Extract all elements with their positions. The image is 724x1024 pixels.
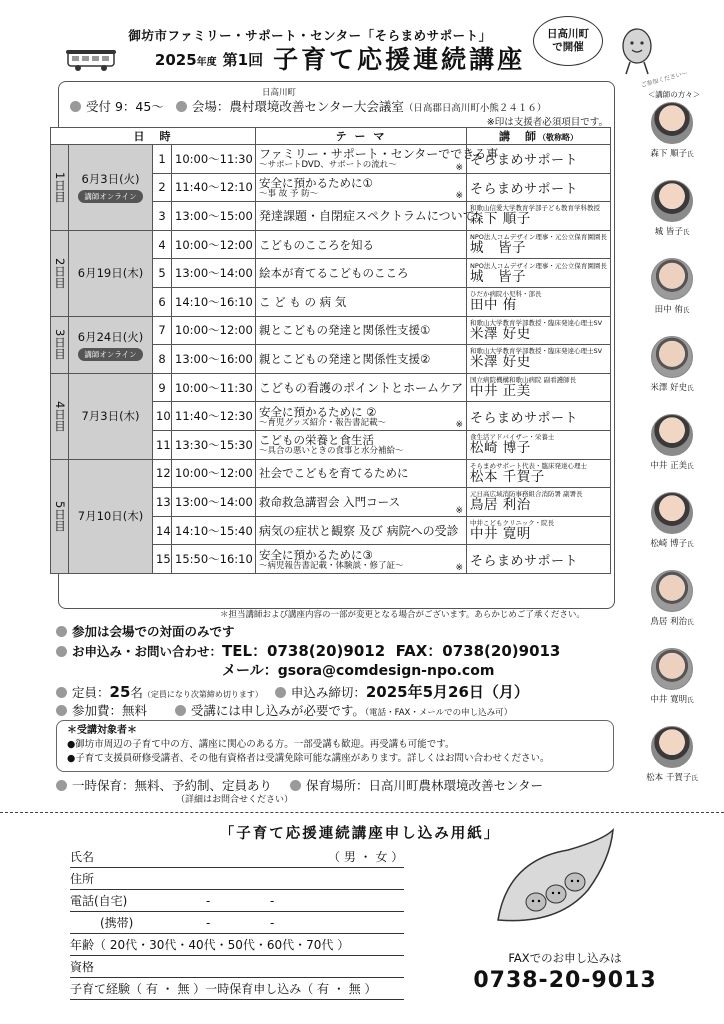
session-subtitle: ～育児グッズ紹介・報告書記載～ [259, 417, 387, 428]
day-label: 4日目 [51, 373, 69, 459]
session-theme: 親とこどもの発達と関係性支援① [256, 316, 467, 345]
online-badge: 講師オンライン [78, 348, 142, 361]
required-mark: ※ [455, 505, 463, 516]
session-time: 10:00～12:00 [172, 459, 256, 488]
lecturer-photo [651, 414, 693, 456]
session-theme: 救命救急講習会 入門コース ※ [256, 488, 467, 517]
session-instructor: そらまめサポート [467, 173, 611, 202]
session-number: 12 [153, 459, 172, 488]
session-theme: こ ど も の 病 気 [256, 287, 467, 316]
required-mark: ※ [455, 191, 463, 202]
form-qualification-field[interactable]: 資格 [70, 956, 404, 978]
session-instructor: NPO法人コムデザイン理事・元公立保育園園長 城 皆子 [467, 230, 611, 259]
bullet-icon [56, 780, 67, 791]
note-contact: お申込み・お問い合わせ：TEL：0738(20)9012 FAX：0738(20)9013 [56, 640, 560, 661]
session-instructor: 中井こどもクリニック・院長 中井 寛明 [467, 516, 611, 545]
session-number: 2 [153, 173, 172, 202]
day-label: 2日目 [51, 230, 69, 316]
session-theme: 病気の症状と観察 及び 病院への受診 [256, 516, 467, 545]
table-row [51, 373, 611, 402]
venue-label: 会場： [191, 99, 230, 114]
required-note: ※印は支援者必須項目です。 [486, 117, 608, 128]
session-theme: 親とこどもの発達と関係性支援② [256, 345, 467, 374]
instructor-affiliation: 和歌山信愛大学教育学部子ども教育学科教授 [470, 204, 600, 213]
bullet-icon [290, 780, 301, 791]
bullet-icon [56, 687, 67, 698]
bullet-icon [56, 646, 67, 657]
session-instructor: 食生活アドバイザー・栄養士 松崎 博子 [467, 430, 611, 459]
session-theme: 安全に預かるために① ～事 故 予 防～ ※ [256, 173, 467, 202]
bullet-icon [70, 101, 81, 112]
instructor-affiliation: NPO法人コムデザイン理事・元公立保育園園長 [470, 261, 607, 270]
fax-number: 0738-20-9013 [473, 968, 657, 993]
session-no: 第1回 [222, 51, 264, 69]
required-mark: ※ [455, 419, 463, 430]
day-date: 7月10日(木) [69, 459, 153, 573]
form-experience-field[interactable]: 子育て経験（ 有 ・ 無 ）一時保育申し込み（ 有 ・ 無 ） [70, 978, 404, 1000]
session-instructor: 元日高広域消防事務組合消防署 副署長 鳥居 利治 [467, 488, 611, 517]
session-theme: こどものこころを知る [256, 230, 467, 259]
instructor-affiliation: 和歌山大学教育学部教授・臨床発達心理士SV [470, 318, 603, 327]
cut-line [0, 812, 724, 813]
session-theme: こどもの看護のポイントとホームケア [256, 373, 467, 402]
lecturer-name: 松本 千賀子氏 [646, 773, 698, 783]
session-theme: ファミリー・サポート・センターでできる事 ～サポートDVD、サポートの流れ～ ※ [256, 145, 467, 174]
session-instructor: 和歌山大学教育学部教授・臨床発達心理士SV 米澤 好史 [467, 345, 611, 374]
session-theme: 発達課題・自閉症スペクトラムについて [256, 202, 467, 231]
lecturer-photo [651, 102, 693, 144]
session-instructor: 和歌山大学教育学部教授・臨床発達心理士SV 米澤 好史 [467, 316, 611, 345]
session-number: 13 [153, 488, 172, 517]
train-icon [66, 48, 118, 72]
session-number: 10 [153, 402, 172, 431]
form-name-field[interactable]: 氏名 （ 男 ・ 女 ） [70, 846, 404, 868]
form-title: 「子育て応援連続講座申し込み用紙」 [219, 826, 501, 842]
year: 2025 [154, 51, 197, 69]
day-date: 6月24日(火) 講師オンライン [69, 316, 153, 373]
session-number: 8 [153, 345, 172, 374]
instructor-affiliation: ひだか病院小児科・部長 [470, 290, 542, 299]
session-time: 13:00～14:00 [172, 488, 256, 517]
session-theme: 絵本が育てるこどものこころ [256, 259, 467, 288]
lecturer-card [632, 102, 712, 159]
day-label: 3日目 [51, 316, 69, 373]
deadline: 2025年5月26日（月） [365, 683, 529, 701]
tel: TEL：0738(20)9012 [222, 642, 386, 660]
lecturer-card [632, 180, 712, 237]
session-time: 13:30～15:30 [172, 430, 256, 459]
form-age-field[interactable]: 年齢（ 20代・30代・40代・50代・60代・70代 ） [70, 934, 404, 956]
session-time: 15:50～16:10 [172, 545, 256, 574]
session-number: 14 [153, 516, 172, 545]
lecturer-card [632, 258, 712, 315]
session-time: 10:00～12:00 [172, 230, 256, 259]
lecturer-name: 中井 寛明氏 [650, 695, 694, 705]
bullet-icon [56, 705, 67, 716]
session-time: 11:40～12:10 [172, 173, 256, 202]
day-label: 1日目 [51, 145, 69, 231]
session-number: 15 [153, 545, 172, 574]
session-time: 14:10～16:10 [172, 287, 256, 316]
instructor-affiliation: 国立病院機構和歌山病院 副看護師長 [470, 376, 577, 385]
session-number: 3 [153, 202, 172, 231]
table-row [51, 459, 611, 488]
footnote: ＊担当講師および講座内容の一部が変更となる場合がございます。あらかじめご了承ください。 [220, 610, 585, 620]
childcare-note: （詳細はお問合せください） [176, 795, 294, 805]
session-time: 11:40～12:30 [172, 402, 256, 431]
bean-pod-icon [488, 830, 620, 930]
session-subtitle: ～病児報告書記載・体験談・修了証～ [259, 560, 404, 571]
venue-name: 農村環境改善センター大会議室 [229, 99, 404, 114]
date-header: 日 時 [51, 128, 256, 145]
session-instructor: 和歌山信愛大学教育学部子ども教育学科教授 森下 順子 [467, 202, 611, 231]
lecturer-name: 森下 順子氏 [650, 149, 694, 159]
lecturers-title: ＜講師の方々＞ [647, 90, 701, 99]
lecturer-photo [651, 180, 693, 222]
instructor-affiliation: 食生活アドバイザー・栄養士 [470, 433, 555, 442]
session-theme: 安全に預かるために ② ～育児グッズ紹介・報告書記載～ ※ [256, 402, 467, 431]
lecturer-photo [651, 258, 693, 300]
note-in-person: 参加は会場での対面のみです [56, 622, 235, 640]
instructor-affiliation: そらまめサポート代表・臨床発達心理士 [470, 461, 587, 470]
table-row [51, 230, 611, 259]
session-theme: 安全に預かるために③ ～病児報告書記載・体験談・修了証～ ※ [256, 545, 467, 574]
lecturer-name: 田中 侑氏 [654, 305, 690, 315]
form-phone-mobile-field[interactable]: (携帯) - - [70, 912, 404, 934]
target-title: ＊受講対象者＊ [67, 725, 137, 736]
bullet-icon [275, 687, 286, 698]
note-childcare-place: 保育場所：日高川町農林環境改善センター [290, 776, 543, 794]
instructor-header: 講 師（敬称略） [467, 128, 611, 145]
venue-bubble: 日高川町 で開催 [533, 16, 603, 66]
note-fee: 参加費：無料 受講には申し込みが必要です。（電話・FAX・メールでの申し込み可） [56, 701, 512, 719]
instructor-affiliation: 元日高広域消防事務組合消防署 副署長 [470, 490, 583, 499]
schedule-table [50, 127, 611, 574]
venue-town: 日高川町 [262, 88, 297, 98]
session-time: 13:00～15:00 [172, 202, 256, 231]
form-phone-home-field[interactable]: 電話(自宅) - - [70, 890, 404, 912]
lecturer-photo [651, 492, 693, 534]
session-number: 4 [153, 230, 172, 259]
target-audience-box [56, 720, 614, 772]
table-row [51, 316, 611, 345]
day-label: 5日目 [51, 459, 69, 573]
session-instructor: そらまめサポート代表・臨床発達心理士 松本 千賀子 [467, 459, 611, 488]
bean-caption: ご参加ください〜 [640, 69, 689, 90]
session-number: 9 [153, 373, 172, 402]
lecturer-photo [651, 570, 693, 612]
day-date: 6月19日(木) [69, 230, 153, 316]
lecturer-card [632, 414, 712, 471]
session-instructor: そらまめサポート [467, 145, 611, 174]
session-time: 10:00～12:00 [172, 316, 256, 345]
session-instructor: そらまめサポート [467, 402, 611, 431]
lecturer-photo [651, 648, 693, 690]
venue-address: （日高郡日高川町小熊２４１６） [403, 103, 547, 114]
required-mark: ※ [455, 162, 463, 173]
table-header-row [51, 128, 611, 145]
lecturer-card [632, 570, 712, 627]
lecturer-name: 鳥居 利治氏 [650, 617, 694, 627]
lecturer-name: 米澤 好史氏 [650, 383, 694, 393]
session-instructor: ひだか病院小児科・部長 田中 侑 [467, 287, 611, 316]
lecturer-card [632, 336, 712, 393]
instructor-affiliation: 中井こどもクリニック・院長 [470, 519, 555, 528]
required-mark: ※ [455, 562, 463, 573]
target-line-2: ●子育て支援員研修受講者、その他有資格者は受講免除可能な講座があります。詳しくはお問い合わせください。 [67, 753, 550, 764]
fax: FAX：0738(20)9013 [395, 642, 561, 660]
organizer: 御坊市ファミリー・サポート・センター「そらまめサポート」 [128, 28, 492, 43]
session-instructor: 国立病院機構和歌山病院 副看護師長 中井 正美 [467, 373, 611, 402]
email: メール：gsora@comdesign-npo.com [222, 663, 495, 679]
lecturer-name: 中井 正美氏 [650, 461, 694, 471]
session-time: 14:10～15:40 [172, 516, 256, 545]
main-title: 子育て応援連続講座 [273, 45, 526, 74]
session-time: 13:00～16:00 [172, 345, 256, 374]
reception-time: 受付 9：45～ [86, 99, 164, 114]
session-instructor: そらまめサポート [467, 545, 611, 574]
lecturer-photo [651, 726, 693, 768]
instructor-affiliation: 和歌山大学教育学部教授・臨床発達心理士SV [470, 347, 603, 356]
session-subtitle: ～事 故 予 防～ [259, 188, 319, 199]
table-row [51, 145, 611, 174]
session-time: 10:00～11:30 [172, 145, 256, 174]
gender-choice[interactable]: （ 男 ・ 女 ） [328, 850, 404, 864]
session-time: 10:00～11:30 [172, 373, 256, 402]
session-theme: 社会でこどもを育てるために [256, 459, 467, 488]
session-number: 6 [153, 287, 172, 316]
fax-label: FAXでのお申し込みは [508, 951, 622, 965]
note-capacity: 定員：25名（定員になり次第締め切ります） 申込み締切：2025年5月26日（月） [56, 681, 529, 702]
session-number: 5 [153, 259, 172, 288]
session-number: 11 [153, 430, 172, 459]
theme-header: テ ー マ [256, 128, 467, 145]
bean-mascot-icon [614, 26, 660, 76]
lecturer-card [632, 726, 712, 783]
online-badge: 講師オンライン [78, 190, 142, 203]
day-date: 7月3日(木) [69, 373, 153, 459]
session-subtitle: ～サポートDVD、サポートの流れ～ [259, 160, 397, 171]
session-number: 7 [153, 316, 172, 345]
bullet-icon [176, 101, 187, 112]
session-number: 1 [153, 145, 172, 174]
session-subtitle: ～具合の悪いときの食事と水分補給～ [259, 446, 404, 457]
note-childcare: 一時保育：無料、予約制、定員あり （詳細はお問合せください） [56, 776, 293, 805]
lecturer-card [632, 492, 712, 549]
instructor-affiliation: NPO法人コムデザイン理事・元公立保育園園長 [470, 233, 607, 242]
form-address-field[interactable]: 住所 [70, 868, 404, 890]
lecturer-card [632, 648, 712, 705]
day-date: 6月3日(火) 講師オンライン [69, 145, 153, 231]
lecturer-name: 城 皆子氏 [654, 227, 690, 237]
session-theme: こどもの栄養と食生活 ～具合の悪いときの食事と水分補給～ [256, 430, 467, 459]
session-instructor: NPO法人コムデザイン理事・元公立保育園園長 城 皆子 [467, 259, 611, 288]
lecturer-name: 松崎 博子氏 [650, 539, 694, 549]
year-suffix: 年度 [196, 57, 217, 68]
target-line-1: ●御坊市周辺の子育て中の方、講座に関心のある方。一部受講も歓迎。再受講も可能です。 [67, 739, 455, 750]
session-time: 13:00～14:00 [172, 259, 256, 288]
bullet-icon [56, 626, 67, 637]
lecturer-photo [651, 336, 693, 378]
bullet-icon [175, 705, 186, 716]
